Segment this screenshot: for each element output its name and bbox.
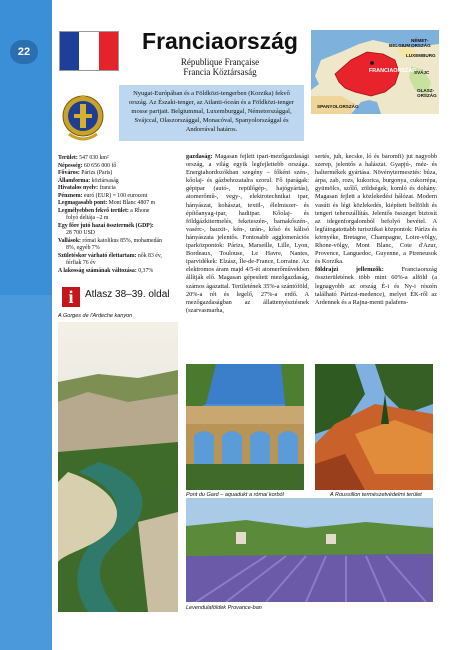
fact-value: folyó deltája –2 m [66,215,109,221]
fact-row [58,163,180,171]
flag-stripe-white [79,32,98,70]
fact-label: Főváros: [58,170,80,176]
paragraph-text: sertés, juh, kecske, ló és baromfi) jut nagyobb szerep, jelentős a halászat. Gyapjú-, méz- és haltermékek gyártása. Növénytermesztés: búza, árpa, zab, rozs, kukorica, burgonya, cukorrépa, gyümölcs, szőlő, zöldségek, komló és dohány. Magasan fejlett a közlekedési hálózat. Modern vasúti és légi közlekedés, kiépített belföldi és tengeri teherszállítás. Jelentős összeget biztosít az idegenforgalomból befolyó bevétel. A legfátogatottabb turisztikai központok: Párizs és környéke, Bretagne, Champagne, Loire-völgy, Rhone-völgy, Mont Blanc, Cote d'Azur, Provence, Languedoc, Guyenne, a Pireneusok és Korzika. [315,153,437,266]
fact-value: római katolikus 85%, mohamedán [80,237,162,244]
fact-value: 0,37% [136,267,154,274]
fact-label: Terület: [58,155,78,161]
fact-value: a Rhone [128,207,150,214]
fact-value: nők 83 év, [136,252,162,259]
paragraph-economy-continued [315,153,437,266]
fact-row [58,208,180,216]
caption-roussillon: A Roussillon természetvédelmi terület [330,492,422,498]
country-title: Franciaország [142,28,298,54]
photo-gorges-ardeche [58,322,178,612]
fact-label: Hivatalos nyelv: [58,185,99,191]
fact-label: Vallások: [58,237,81,244]
fact-value: köztársaság [90,177,119,184]
fact-label: Legmagasabb pont: [58,200,108,206]
fact-label: Államforma: [58,177,91,184]
official-name: République Française [180,57,260,67]
fact-value: Párizs (Paris) [79,170,113,176]
fact-row [58,193,180,201]
paragraph-text: Magasan fejlett ipari-mezőgazdasági ország, a világ egyik legfejlettebb országa. Energiahordozókban szegény – főként szén-, kőolaj- és gázbehozatalra szorul. Fő iparágak: gépipar (autó-, repülőgép-, hajógyártás), atomerőmű-, vegy-, elektrotechnikai ipar, hányászat, kohászat, textil-, élelmiszer- és építőanyag-ipar, hadiipar. Kőolaj- és földgázkitermelés, feketeszén-, barnakőszén-, vasérc-, bauxit-, kén-, urán-, kősó és kálisó hányászata jelentős. Fontosabb agglomerációs iparközpontok: Párizs, Marseille, Lille, Lyon, Bordeaux, Toulouse, Le Havre, Nantes, iparvidékek: Elzász, Île-de-France, Lorraine. Az elektromos áram majd 4/5-ét atomerőművekben állítják elő. Magasan gépesített mezőgazdaság, számos ágazattal. Területének 35%-a szántóföld, 20%-a rét és legelő, 27%-a erdő. A mezőgazdaságban az állattenyésztésnek (szarvasmarha, [186,153,309,314]
hungarian-official-name: Francia Köztársaság [183,67,257,77]
coat-of-arms-emblem [61,92,105,144]
fact-row [58,253,180,261]
map-label-belgium: BELGIUM [389,43,411,48]
caption-lavender: Levendulaföldek Provance-ban [186,605,262,611]
paragraph-heading: gazdaság: [186,153,213,160]
photo-pont-du-gard [186,364,304,490]
map-label-france: FRANCIAORSZÁG [369,68,417,74]
page-number: 22 [10,40,38,64]
map-label-italy: OLASZ- ORSZÁG [417,88,437,98]
fact-label: Pénznem: [58,192,83,199]
french-flag [59,31,119,71]
fact-value: 547 030 km² [77,155,109,161]
fact-value: 60 656 000 fő [82,162,117,169]
coat-of-arms [61,92,105,144]
text-column-1 [186,153,309,315]
fact-row [58,230,180,238]
fact-value: Mont Blanc 4807 m [107,200,156,206]
caption-gorges: A Gorges de l'Ardeche kanyon [58,313,133,319]
photo-lavender-fields [186,498,433,602]
fact-value: francia [98,185,116,191]
location-map [311,30,439,114]
paragraph-heading: földrajzi jellemzők: [315,266,384,274]
map-label-switzerland: SVÁJC [414,70,430,75]
fact-label: Népesség: [58,162,83,169]
fact-label: Legmélyebben fekvő terület: [58,207,129,214]
caption-pont-du-gard: Pont du Gard – aquadukt a római korból [186,492,284,498]
flag-stripe-blue [60,32,79,70]
fact-value: 28 700 USD [66,230,95,236]
paragraph-text: Franciaország összterületének több mint 60%-a alföld (a legnagyobb az ország É-i és Ny-i részén található Párizsi-medence), melyet ÉK-ről az Ardennek és a Rajna-menti palafens- [315,266,437,306]
fact-row [58,260,180,268]
fact-row [58,185,180,193]
fact-value: férfiak 76 év [66,260,96,266]
fact-row [58,178,180,186]
atlas-reference: Atlasz 38–39. oldal [85,289,170,300]
fact-value: 8%, egyéb 7% [66,245,100,251]
fact-value: euró (EUR) = 100 eurocent [82,192,148,199]
fact-row [58,238,180,246]
fact-row [58,268,180,276]
fact-label: Születéskor várható élettartam: [58,252,137,259]
paragraph-economy [186,153,309,315]
fact-row [58,223,180,231]
fact-label: A lakosság számának változása: [58,267,137,274]
fact-row [58,200,180,208]
fact-label: Egy főre jutó hazai össztermék (GDP): [58,222,154,229]
intro-box: Nyugat-Európában és a Földközi-tengerben (Korzika) fekvő ország. Az Északi-tenger, az Atlanti-óceán és a Földközi-tenger mosse partjait. Belgiummal, Luxemburggal, Németországgal, Svájccal, Olaszországgal, Monacóval, Spanyolországgal és Andorrával határos. [119,85,304,141]
map-label-germany: NÉMET- ORSZÁG [411,38,431,48]
flag-stripe-red [99,32,118,70]
map-label-luxembourg: LUXEMBURG [406,53,436,58]
fact-row [58,215,180,223]
fact-row [58,170,180,178]
left-color-band-lower [0,295,52,650]
paragraph-geography [315,266,437,306]
fact-row [58,155,180,163]
text-column-2 [315,153,437,307]
photo-roussillon [315,364,433,490]
country-facts [58,155,180,275]
map-label-spain: SPANYOLORSZÁG [317,104,359,109]
fact-row [58,245,180,253]
info-icon: i [62,287,80,307]
